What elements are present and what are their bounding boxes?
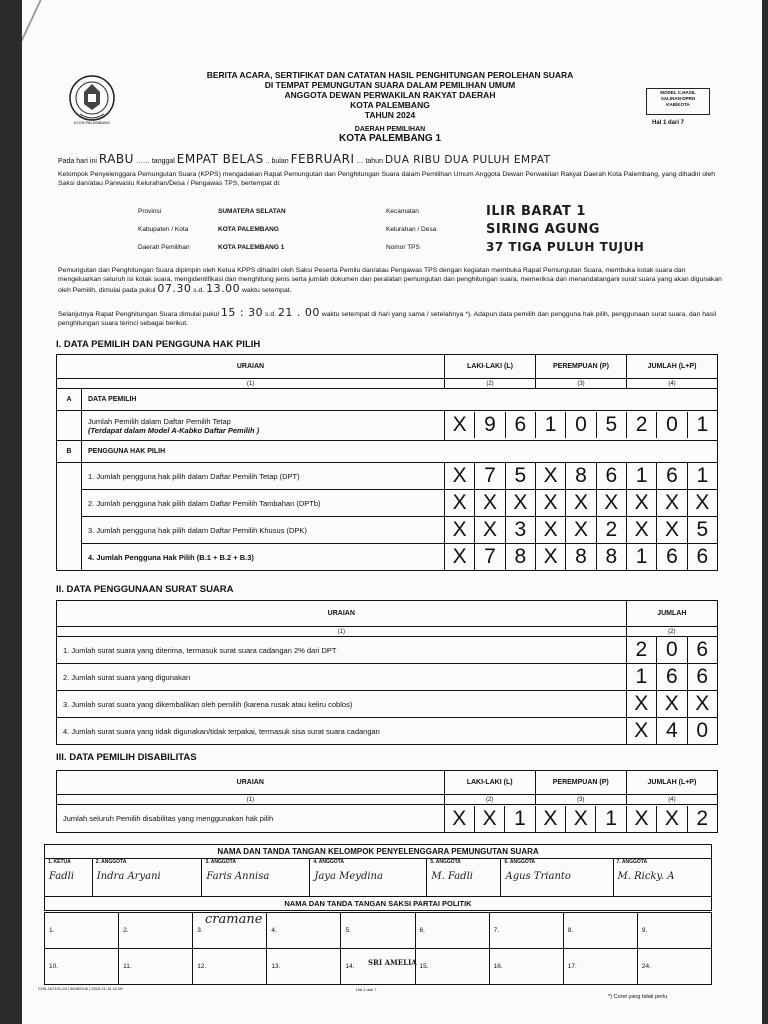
kpps-signature-cell-4[interactable] — [310, 859, 427, 897]
s3-row-digit-1[interactable]: X — [445, 806, 475, 832]
saksi-cell-9[interactable] — [637, 913, 711, 949]
tahun-value[interactable]: DUA RIBU DUA PULUH EMPAT — [384, 154, 551, 166]
b-row-1-digit-3[interactable]: 5 — [506, 463, 536, 489]
s3-num-2: (2) — [444, 795, 535, 805]
body-paragraph-2 — [58, 308, 723, 328]
model-line-2: SALINAN-DPRD — [660, 96, 696, 101]
hari-value[interactable]: RABU — [98, 152, 134, 166]
s2-row-1-digit-3[interactable]: 6 — [696, 638, 709, 661]
a-row-line-2: (Terdapat dalam Model A-Kabko Daftar Pemilih ) — [88, 425, 260, 435]
kpps-role-1: 1. KETUA — [48, 859, 71, 865]
kelurahan-value[interactable]: SIRING AGUNG — [486, 222, 600, 237]
waktu-text: waktu setempat. — [242, 287, 292, 294]
saksi-cell-11[interactable] — [119, 949, 193, 985]
saksi-table — [44, 912, 712, 985]
s3-col-jumlah: JUMLAH (L+P) — [626, 771, 717, 795]
body-text: Pemungutan dan Penghitungan Suara dipimpin oleh Ketua KPPS dihadiri oleh Saksi Peserta Pemilu dan/atau Pengawas TPS dengan kegiatan membuka Rapat Pemungutan Suara, membuka kotak suara dan mengeluarkan seluruh isi kotak suara, mengidentifikasi dan menghitung jenis serta jumlah dokumen dan peralatan pemungutan dan penghitungan suara, memeriksa dan menandatangani surat suara yang akan digunakan oleh Pemilih, dimulai pada pukul — [58, 267, 722, 294]
b-row-1-digit-2[interactable]: 7 — [475, 463, 505, 489]
saksi-cell-7[interactable] — [489, 913, 563, 949]
b-row-3-digit-8[interactable]: X — [657, 517, 687, 543]
saksi-cell-16[interactable] — [489, 949, 563, 985]
section-b-code: B — [57, 441, 82, 463]
dpt-digit-9[interactable]: 1 — [696, 412, 709, 436]
kpps-name-3: Faris Annisa — [206, 871, 270, 882]
a-row-label — [82, 411, 445, 441]
b-row-4-digit-4[interactable]: X — [536, 544, 566, 570]
b-row-4-digit-6[interactable]: 8 — [597, 544, 627, 570]
num-3: (3) — [536, 379, 627, 389]
tps-value[interactable]: 37 TIGA PULUH TUJUH — [486, 240, 645, 254]
saksi-cell-4[interactable] — [267, 913, 341, 949]
kpps-name-1: Fadli — [49, 871, 75, 882]
dpt-digit-5[interactable]: 0 — [566, 412, 596, 438]
kpps-role-2: 2. ANGGOTA — [95, 859, 127, 865]
tanggal-label: tanggal — [151, 158, 175, 165]
s3-num-4: (4) — [626, 795, 717, 805]
dpt-digit-2[interactable]: 9 — [475, 412, 505, 438]
bulan-label: bulan — [271, 158, 289, 165]
signature-table — [44, 844, 712, 911]
b-row-2-digit-5[interactable]: X — [566, 490, 596, 516]
kpps-role-3: 3. ANGGOTA — [205, 859, 236, 865]
section-b-title: PENGGUNA HAK PILIH — [82, 441, 718, 463]
b-row-1-values[interactable] — [445, 463, 718, 490]
saksi-number-4: 4. — [271, 927, 277, 934]
kpps-name-2: Indra Aryani — [96, 871, 161, 882]
tanggal-value[interactable]: EMPAT BELAS — [176, 152, 264, 166]
s2-row-1-digit-2[interactable]: 0 — [657, 637, 687, 663]
b-row-3-label: 3. Jumlah pengguna hak pilih dalam Daftar Pemilih Khusus (DPK) — [82, 517, 445, 544]
saksi-cell-10[interactable] — [45, 949, 119, 985]
b-row-2-digit-8[interactable]: X — [657, 490, 687, 516]
dpt-digit-7[interactable]: 2 — [627, 412, 657, 438]
opening-paragraph: Kelompok Penyelenggara Pemungutan Suara (KPPS) mengadakan Rapat Pemungutan dan Penghitungan Suara dalam Pemilihan Umum Anggota Dewan Perwakilan Rakyat Daerah Kota Palembang, yang dihadiri oleh Saksi dan/atau Panwaslu Kelurahan/Desa / Pengawas TPS, bertempat di: — [58, 171, 716, 187]
b-row-2-digit-7[interactable]: X — [627, 490, 657, 516]
saksi-number-17: 17. — [567, 963, 577, 970]
saksi-cell-15[interactable] — [415, 949, 489, 985]
s2-col-jumlah: JUMLAH — [626, 601, 717, 627]
s3-row-digit-6[interactable]: 1 — [596, 806, 626, 832]
title-line-2: DI TEMPAT PEMUNGUTAN SUARA DALAM PEMILIHAN UMUM — [264, 80, 516, 90]
saksi-number-12: 12. — [197, 963, 207, 970]
saksi-number-14: 14. — [345, 963, 355, 970]
b-row-3-digit-2[interactable]: X — [475, 517, 505, 543]
num-4: (4) — [627, 379, 718, 389]
s3-num-1: (1) — [57, 795, 445, 805]
b-row-1-digit-6[interactable]: 6 — [597, 463, 627, 489]
start-time[interactable]: 07.30 — [157, 282, 192, 295]
b-row-3-digit-3[interactable]: 3 — [506, 517, 536, 543]
footnote: *) Coret yang tidak perlu — [608, 994, 668, 1000]
provinsi-value: SUMATERA SELATAN — [218, 208, 286, 215]
num-2: (2) — [445, 379, 536, 389]
s2-num-2: (2) — [626, 627, 717, 637]
opening-line: Pada hari ini RABU …… tanggal EMPAT BELAS .. bulan FEBRUARI … tahun DUA RIBU DUA PULUH EMPAT — [58, 152, 551, 166]
section-2-title: II. DATA PENGGUNAAN SURAT SUARA — [56, 584, 234, 595]
tps-label: Nomor TPS — [386, 244, 420, 251]
b-row-1-digit-1[interactable]: X — [445, 463, 475, 489]
saksi-cell-13[interactable] — [267, 949, 341, 985]
kpps-role-5: 5. ANGGOTA — [430, 859, 461, 865]
col-jumlah: JUMLAH (L+P) — [627, 355, 718, 379]
b-row-3-values[interactable] — [445, 517, 718, 544]
kpps-signature-cell-7[interactable] — [613, 859, 711, 897]
b-row-2-digit-3[interactable]: X — [506, 490, 536, 516]
b-row-1-digit-5[interactable]: 8 — [566, 463, 596, 489]
s3-col-uraian: URAIAN — [57, 771, 445, 795]
b-row-4-digit-5[interactable]: 8 — [566, 544, 596, 570]
saksi-number-11: 11. — [123, 963, 132, 970]
title-line-1: BERITA ACARA, SERTIFIKAT DAN CATATAN HASIL PENGHITUNGAN PEROLEHAN SUARA — [206, 70, 574, 80]
s3-col-laki: LAKI-LAKI (L) — [444, 771, 535, 795]
saksi-number-16: 16. — [493, 963, 503, 970]
sd-1: s.d. — [193, 287, 205, 294]
b-row-3-digit-5[interactable]: X — [566, 517, 596, 543]
s3-num-3: (3) — [535, 795, 626, 805]
b-row-2-digit-9[interactable]: X — [695, 491, 710, 514]
col-laki: LAKI-LAKI (L) — [445, 355, 536, 379]
section-a-title: DATA PEMILIH — [82, 389, 718, 411]
s3-row-digit-7[interactable]: X — [627, 806, 657, 832]
daerah-value: KOTA PALEMBANG 1 — [338, 133, 442, 144]
sd-2: s.d. — [264, 311, 276, 318]
body-text-2b: waktu setempat di hari yang sama / setelahnya *). Adapun data pemilih dan pengguna hak pilih, penggunaan surat suara, dan hasil penghitungan suara terinci sebagai berikut. — [58, 311, 717, 327]
kpps-name-5: M. Fadli — [431, 871, 473, 882]
count-start-time[interactable]: 15 : 30 — [220, 306, 264, 319]
a-spacer — [57, 411, 82, 441]
saksi-number-10: 10. — [49, 963, 59, 970]
title-line-5: TAHUN 2024 — [364, 110, 416, 120]
b-row-2-digit-2[interactable]: X — [475, 490, 505, 516]
s2-num-1: (1) — [57, 627, 627, 637]
b-row-4-label: 4. Jumlah Pengguna Hak Pilih (B.1 + B.2 + B.3) — [82, 544, 445, 571]
s2-row-4-values[interactable] — [626, 718, 717, 745]
dpt-digit-8[interactable]: 0 — [657, 412, 687, 438]
saksi-number-3: 3. — [197, 927, 203, 934]
b-row-4-digit-9[interactable]: 6 — [696, 545, 709, 568]
b-row-3-digit-7[interactable]: X — [627, 517, 657, 543]
section-1-table — [56, 354, 718, 571]
saksi-cell-1[interactable] — [45, 913, 119, 949]
kpps-role-4: 4. ANGGOTA — [313, 859, 344, 865]
s2-row-1-digit-1[interactable]: 2 — [627, 637, 657, 663]
body-paragraph — [58, 266, 723, 295]
b-row-4-digit-1[interactable]: X — [445, 544, 475, 570]
b-row-4-values[interactable] — [445, 544, 718, 571]
bulan-value[interactable]: FEBRUARI — [290, 152, 355, 166]
saksi-title: NAMA DAN TANDA TANGAN SAKSI PARTAI POLITIK — [45, 897, 712, 911]
saksi-number-5: 5. — [345, 927, 351, 934]
kecamatan-label: Kecamatan — [386, 208, 419, 215]
kabupaten-value: KOTA PALEMBANG — [218, 226, 279, 233]
a-row-values[interactable] — [445, 411, 718, 441]
b-row-1-digit-4[interactable]: X — [536, 463, 566, 489]
b-row-2-digit-1[interactable]: X — [445, 490, 475, 516]
b-row-1-digit-8[interactable]: 6 — [657, 463, 687, 489]
model-line-1: MODEL C.HASIL — [660, 90, 696, 95]
kecamatan-value[interactable]: ILIR BARAT 1 — [486, 204, 586, 219]
saksi-number-8: 8. — [567, 927, 574, 934]
b-row-3-digit-4[interactable]: X — [536, 517, 566, 543]
b-row-2-digit-4[interactable]: X — [536, 490, 566, 516]
dapil-label: Daerah Pemilihan — [138, 244, 190, 251]
saksi-number-2: 2. — [123, 927, 129, 934]
kpps-name-6: Agus Trianto — [505, 871, 571, 882]
saksi-cell-2[interactable] — [119, 913, 193, 949]
col-uraian: URAIAN — [57, 355, 445, 379]
kpps-role-7: 7. ANGGOTA — [616, 859, 648, 865]
s2-row-3-digit-1[interactable]: X — [627, 691, 657, 717]
kpps-name-4: Jaya Meydina — [314, 871, 383, 882]
section-3-title: III. DATA PEMILIH DISABILITAS — [56, 752, 197, 763]
s2-row-3-digit-2[interactable]: X — [657, 691, 687, 717]
b-row-4-digit-3[interactable]: 8 — [506, 544, 536, 570]
model-line-3: KAB/KOTA — [666, 102, 690, 107]
kpps-signature-cell-2[interactable] — [92, 859, 202, 897]
s3-row-digit-5[interactable]: X — [566, 806, 596, 832]
section-3-table — [56, 770, 718, 833]
page-number: Hal 1 dari 7 — [652, 120, 685, 126]
s2-row-4-digit-2[interactable]: 4 — [657, 718, 687, 744]
b-row-2-label: 2. Jumlah pengguna hak pilih dalam Daftar Pemilih Tambahan (DPTb) — [82, 490, 445, 517]
saksi-cell-8[interactable] — [563, 913, 637, 949]
s3-row-digit-4[interactable]: X — [536, 806, 566, 832]
b-row-1-digit-9[interactable]: 1 — [696, 464, 709, 487]
footer-page: Hal 1 dari 7 — [356, 987, 377, 992]
section-1-title: I. DATA PEMILIH DAN PENGGUNA HAK PILIH — [56, 339, 261, 350]
s2-row-2-digit-1[interactable]: 1 — [627, 664, 657, 690]
s3-row-digit-3[interactable]: 1 — [505, 806, 535, 832]
kpps-title: NAMA DAN TANDA TANGAN KELOMPOK PENYELENGGARA PEMUNGUTAN SUARA — [45, 845, 712, 859]
saksi-cell-17[interactable] — [563, 949, 637, 985]
b-row-4-digit-8[interactable]: 6 — [657, 544, 687, 570]
title-line-4: KOTA PALEMBANG — [350, 100, 430, 110]
saksi-number-13: 13. — [271, 963, 281, 970]
dpt-digit-6[interactable]: 5 — [597, 412, 627, 438]
body-text-2: Selanjutnya Rapat Penghitungan Suara dimulai pukul — [58, 311, 219, 318]
s2-row-2-values[interactable] — [626, 664, 717, 691]
kpps-signature-cell-6[interactable] — [501, 859, 613, 897]
b-row-3-digit-6[interactable]: 2 — [597, 517, 627, 543]
b-row-2-values[interactable] — [445, 490, 718, 517]
s2-row-4-label: 4. Jumlah surat suara yang tidak digunakan/tidak terpakai, termasuk sisa surat suara cadangan — [57, 718, 627, 745]
end-time[interactable]: 13.00 — [206, 282, 241, 295]
kelurahan-label: Kelurahan / Desa — [386, 226, 437, 233]
dpt-digit-1[interactable]: X — [445, 412, 475, 438]
s2-row-2-label: 2. Jumlah surat suara yang digunakan — [57, 664, 627, 691]
a-row-line-1: Jumlah Pemilih dalam Daftar Pemilih Tetap — [88, 416, 231, 426]
daerah-pemilihan — [280, 126, 500, 144]
saksi-cell-18[interactable] — [637, 949, 711, 985]
saksi-number-7: 7. — [493, 927, 500, 934]
logo-caption: KOTA PALEMBANG — [73, 120, 111, 125]
s2-row-4-digit-1[interactable]: X — [627, 718, 657, 744]
b-row-2-digit-6[interactable]: X — [597, 490, 627, 516]
s2-row-1-values[interactable] — [626, 637, 717, 664]
s3-col-perempuan: PEREMPUAN (P) — [535, 771, 626, 795]
s2-row-3-values[interactable] — [626, 691, 717, 718]
dpt-digit-3[interactable]: 6 — [506, 412, 536, 438]
dapil-value: KOTA PALEMBANG 1 — [218, 244, 285, 251]
s2-row-3-digit-3[interactable]: X — [695, 692, 710, 715]
provinsi-label: Provinsi — [138, 208, 162, 215]
saksi-number-9: 9. — [641, 927, 648, 934]
s3-row-label: Jumlah seluruh Pemilih disabilitas yang menggunakan hak pilih — [57, 805, 445, 833]
s2-row-2-digit-3[interactable]: 6 — [696, 665, 709, 688]
col-perempuan: PEREMPUAN (P) — [536, 355, 627, 379]
kabupaten-label: Kabupaten / Kota — [138, 226, 189, 233]
kpps-name-7: M. Ricky. A — [617, 871, 675, 882]
hari-label: Pada hari ini — [58, 158, 97, 165]
saksi-number-15: 15. — [419, 963, 429, 970]
b-row-1-label: 1. Jumlah pengguna hak pilih dalam Daftar Pemilih Tetap (DPT) — [82, 463, 445, 490]
saksi-cell-5[interactable] — [341, 913, 415, 949]
s3-row-digit-8[interactable]: X — [657, 806, 687, 832]
daerah-label: DAERAH PEMILIHAN — [354, 126, 426, 133]
s2-row-3-label: 3. Jumlah surat suara yang dikembalikan oleh pemilih (karena rusak atau keliru coblos) — [57, 691, 627, 718]
count-end-time[interactable]: 21 . 00 — [277, 306, 320, 319]
saksi-number-18: 24. — [641, 963, 651, 970]
document-title — [150, 70, 630, 120]
s2-col-uraian: URAIAN — [57, 601, 627, 627]
kpps-signature-cell-1[interactable] — [45, 859, 93, 897]
tahun-label: tahun — [365, 158, 383, 165]
b-row-1-digit-7[interactable]: 1 — [627, 463, 657, 489]
kpps-signature-cell-5[interactable] — [427, 859, 501, 897]
b-row-4-digit-7[interactable]: 1 — [627, 544, 657, 570]
b-row-3-digit-1[interactable]: X — [445, 517, 475, 543]
saksi-number-6: 6. — [419, 927, 425, 934]
s3-row-digit-2[interactable]: X — [475, 806, 505, 832]
title-line-3: ANGGOTA DEWAN PERWAKILAN RAKYAT DAERAH — [284, 90, 496, 100]
b-row-4-digit-2[interactable]: 7 — [475, 544, 505, 570]
saksi-cell-12[interactable] — [193, 949, 267, 985]
model-box — [646, 88, 710, 115]
s2-row-2-digit-2[interactable]: 6 — [657, 664, 687, 690]
footer-code: CHS-167101-24 | 56282106 | 2023-11-14 12:09 — [38, 986, 123, 991]
saksi-number-1: 1. — [49, 927, 55, 934]
saksi-3-signature: cramane — [205, 912, 263, 927]
b-row-3-digit-9[interactable]: 5 — [696, 518, 709, 541]
s3-row-values[interactable] — [444, 805, 717, 833]
section-2-table — [56, 600, 718, 745]
kpps-signature-cell-3[interactable] — [202, 859, 310, 897]
num-1: (1) — [57, 379, 445, 389]
kpps-role-6: 6. ANGGOTA — [504, 859, 536, 865]
s2-row-4-digit-3[interactable]: 0 — [696, 719, 709, 742]
saksi-14-name: SRI AMELIA — [368, 958, 417, 967]
s2-row-1-label: 1. Jumlah surat suara yang diterima, termasuk surat suara cadangan 2% dari DPT — [57, 637, 627, 664]
s3-row-digit-9[interactable]: 2 — [696, 806, 709, 830]
section-a-code: A — [57, 389, 82, 411]
saksi-cell-6[interactable] — [415, 913, 489, 949]
dpt-digit-4[interactable]: 1 — [536, 412, 566, 438]
